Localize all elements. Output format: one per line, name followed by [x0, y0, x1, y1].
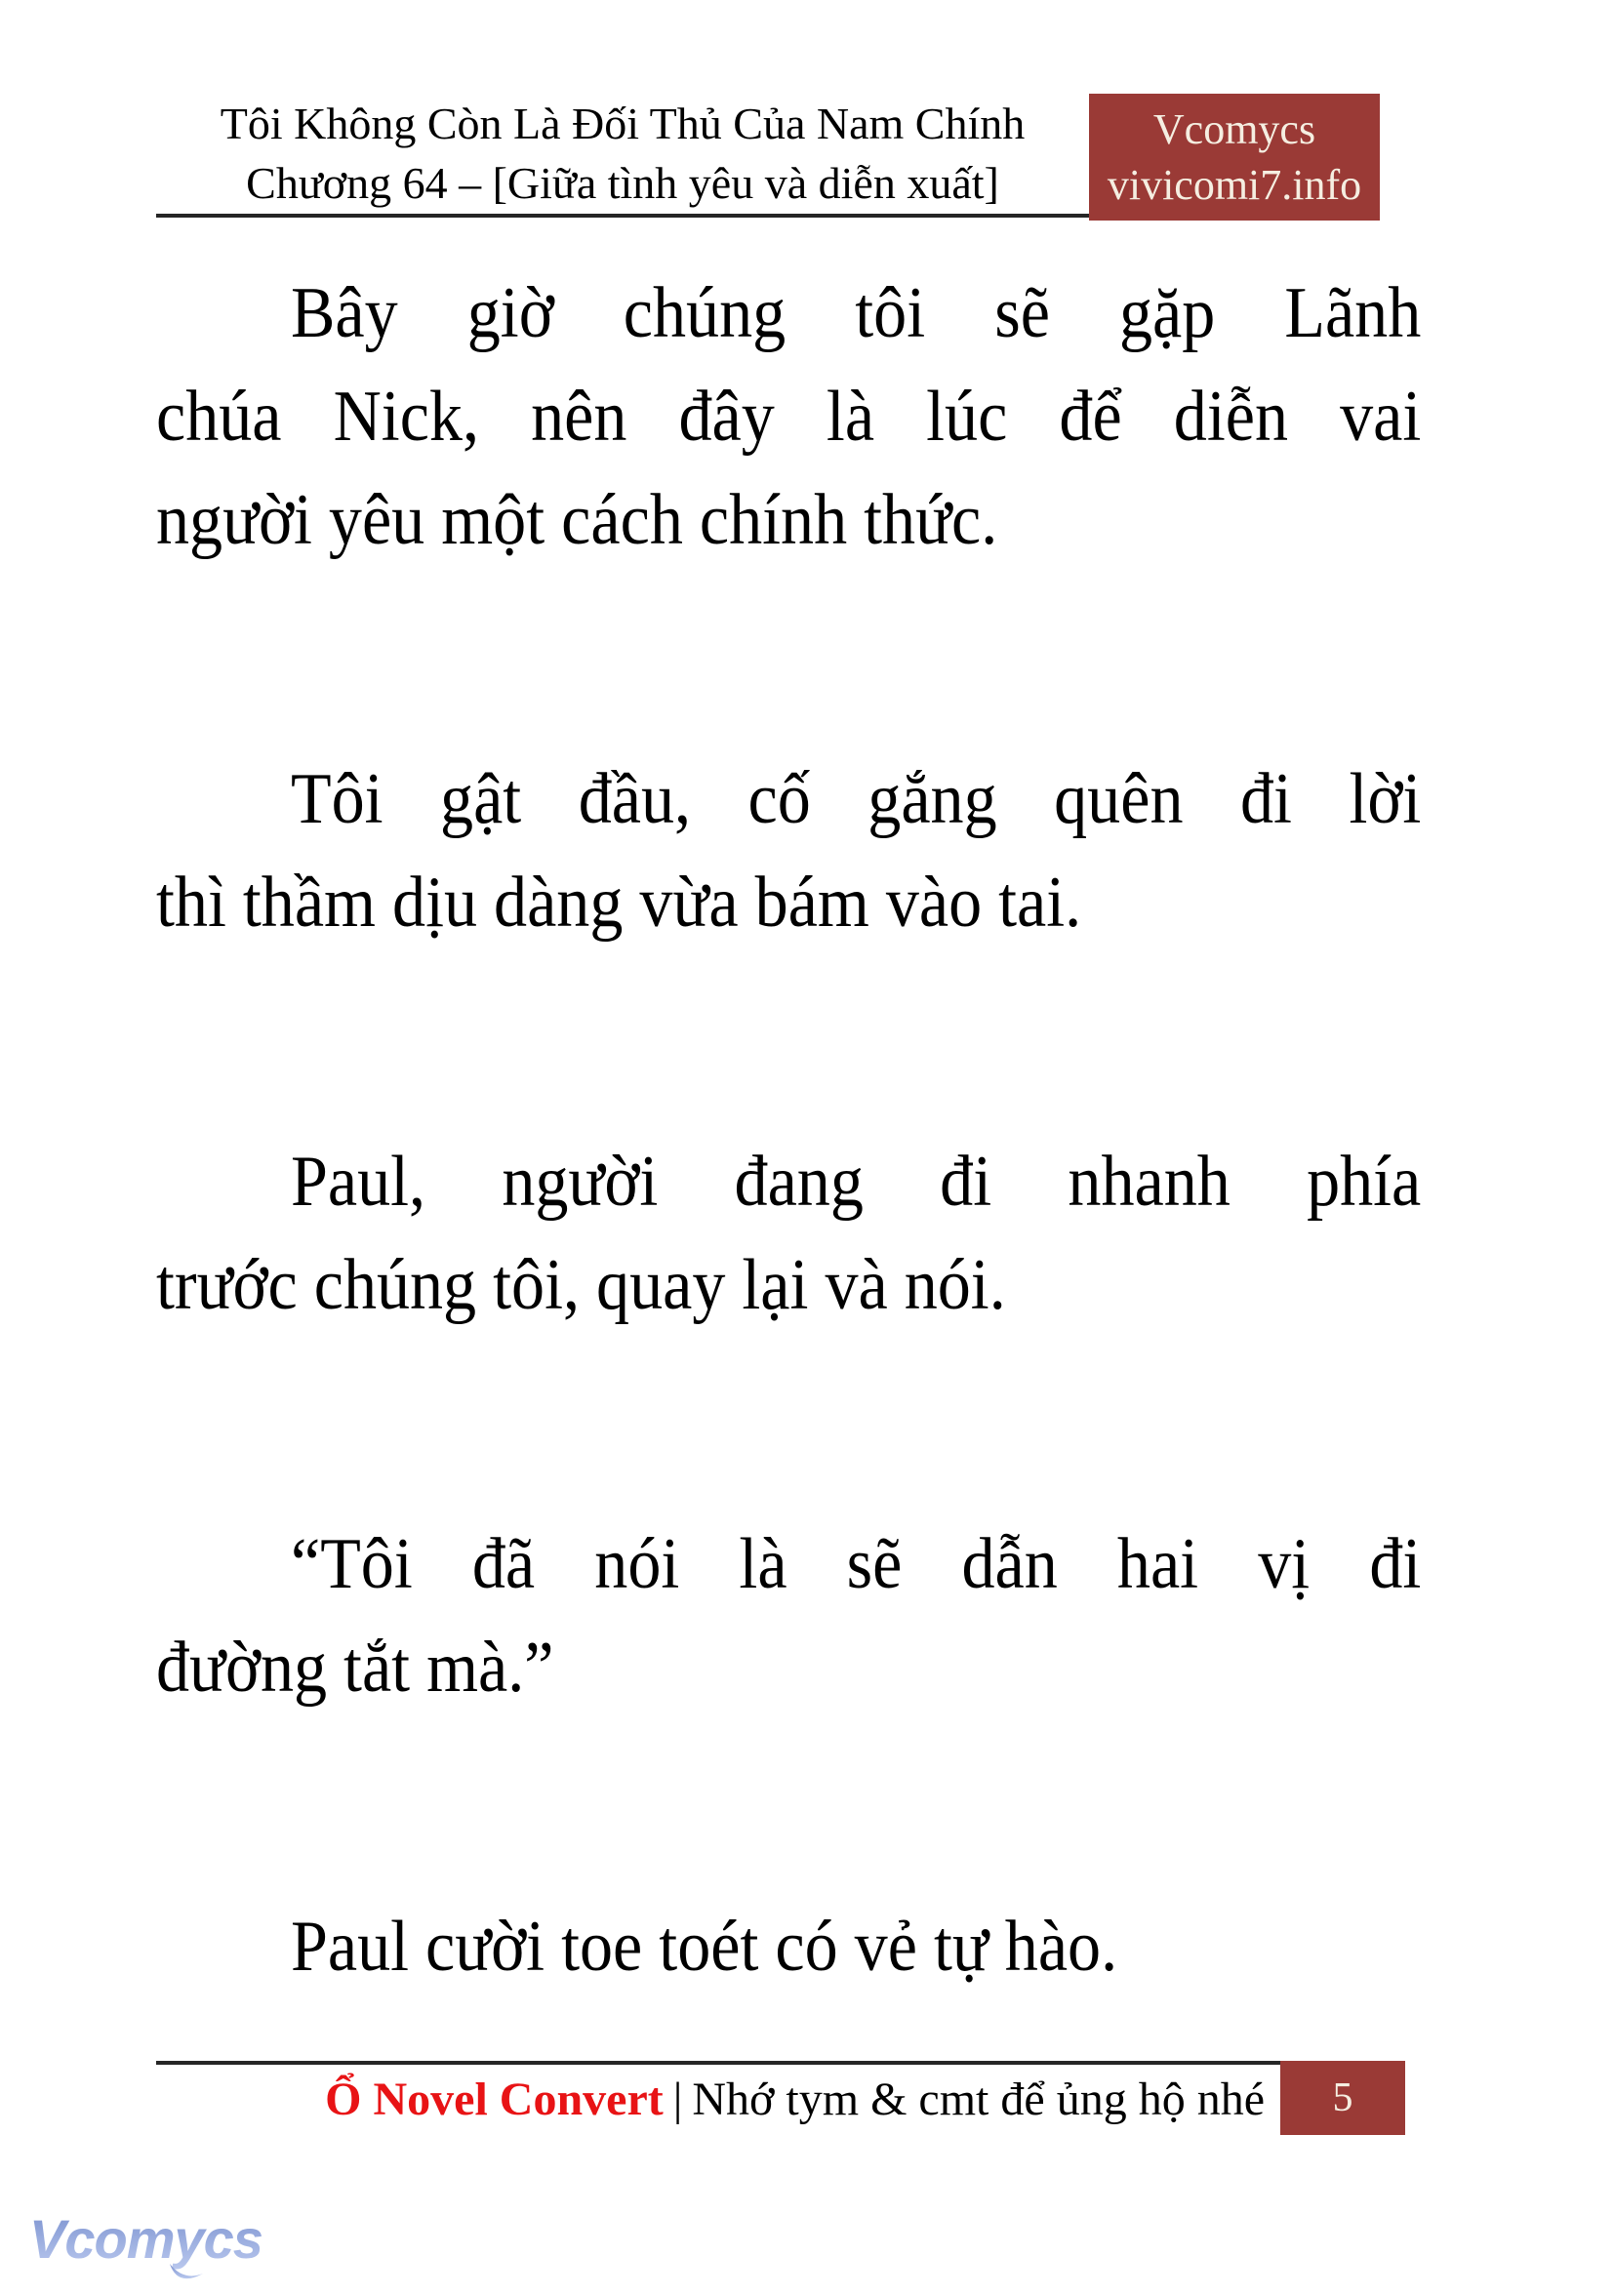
header-chapter: Chương 64 – [Giữa tình yêu và diễn xuất]	[246, 158, 999, 208]
body-column	[156, 262, 1421, 2174]
paragraph	[156, 1512, 1421, 1719]
text-line: trước chúng tôi, quay lại và nói.	[156, 1245, 1006, 1325]
vcomycs-watermark-logo	[23, 2194, 306, 2296]
text-line: Paul cười toe toét có vẻ tự hào.	[291, 1907, 1118, 1987]
page-footer	[156, 2071, 1265, 2129]
watermark-text: Vcomycs	[29, 2208, 262, 2270]
paragraph	[156, 1130, 1421, 1337]
page-number: 5	[1332, 2075, 1353, 2120]
text-line: đường tắt mà.”	[156, 1628, 554, 1708]
footer-divider	[156, 2061, 1280, 2065]
paragraph	[156, 747, 1421, 954]
text-line: Tôi gật đầu, cố gắng quên đi lời	[291, 759, 1422, 839]
paragraph	[156, 262, 1421, 572]
paragraph	[156, 1895, 1421, 1998]
text-line: Paul, người đang đi nhanh phía	[291, 1142, 1422, 1222]
watermark-svg	[23, 2194, 306, 2291]
header-title: Tôi Không Còn Là Đối Thủ Của Nam Chính	[220, 99, 1026, 148]
text-line: “Tôi đã nói là sẽ dẫn hai vị đi	[291, 1524, 1422, 1604]
text-line: người yêu một cách chính thức.	[156, 480, 998, 560]
footer-note: Nhớ tym & cmt để ủng hộ nhé	[692, 2074, 1265, 2125]
text-line: Bây giờ chúng tôi sẽ gặp Lãnh	[291, 273, 1422, 353]
brand-site: vivicomi7.info	[1107, 161, 1362, 209]
text-line: chúa Nick, nên đây là lúc để diễn vai	[156, 377, 1422, 457]
body-text	[156, 262, 1421, 1998]
footer-separator: |	[672, 2074, 683, 2125]
header-divider	[156, 214, 1089, 218]
footer-brand: Ổ Novel Convert	[325, 2074, 664, 2125]
page-number-badge	[1280, 2061, 1405, 2135]
page-header	[156, 94, 1089, 213]
text-line: thì thầm dịu dàng vừa bám vào tai.	[156, 863, 1082, 943]
brand-name: Vcomycs	[1152, 105, 1316, 153]
header-brand-badge	[1089, 94, 1380, 221]
